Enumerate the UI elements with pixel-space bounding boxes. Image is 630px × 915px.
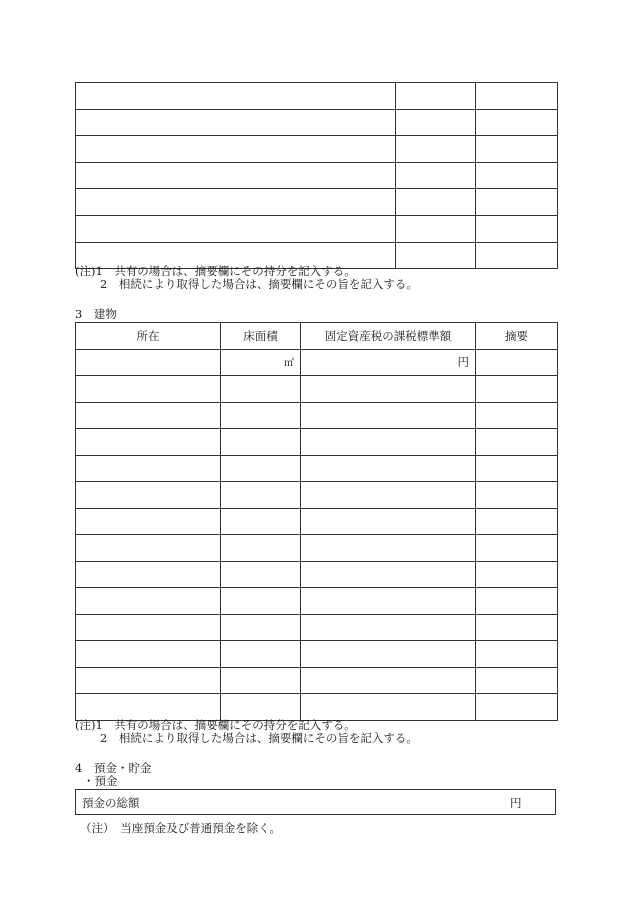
cell-tax-base[interactable] xyxy=(301,561,476,588)
cell-remarks[interactable] xyxy=(476,561,558,588)
header-remarks: 摘要 xyxy=(476,323,558,350)
cell-location[interactable] xyxy=(76,667,221,694)
cell-location[interactable] xyxy=(76,588,221,615)
table-row xyxy=(76,162,558,189)
cell-tax-base[interactable] xyxy=(301,376,476,403)
cell-floor-area[interactable] xyxy=(221,402,301,429)
cell-floor-area[interactable] xyxy=(221,349,301,376)
cell-description[interactable] xyxy=(76,189,396,216)
cell-floor-area[interactable] xyxy=(221,588,301,615)
table-row xyxy=(76,482,558,509)
table-row xyxy=(76,508,558,535)
cell-remarks[interactable] xyxy=(476,667,558,694)
cell-tax-base[interactable] xyxy=(301,455,476,482)
cell-description[interactable] xyxy=(76,109,396,136)
cell-remarks[interactable] xyxy=(476,508,558,535)
cell-remarks[interactable] xyxy=(476,109,558,136)
cell-remarks[interactable] xyxy=(476,641,558,668)
cell-tax-base[interactable] xyxy=(301,694,476,721)
table-row xyxy=(76,109,558,136)
value-unit: 円 xyxy=(457,354,469,369)
buildings-table xyxy=(75,322,558,721)
note-2: 相続により取得した場合は、摘要欄にその旨を記入する。 xyxy=(118,277,418,291)
header-location: 所在 xyxy=(76,323,221,350)
note-label: (注)1 xyxy=(75,264,103,278)
table-row xyxy=(76,694,558,721)
cell-remarks[interactable] xyxy=(476,588,558,615)
cell-floor-area[interactable] xyxy=(221,376,301,403)
table-row xyxy=(76,83,558,110)
cell-location[interactable] xyxy=(76,641,221,668)
cell-area[interactable] xyxy=(396,83,476,110)
cell-floor-area[interactable] xyxy=(221,614,301,641)
table-row xyxy=(76,429,558,456)
cell-floor-area[interactable] xyxy=(221,508,301,535)
cell-area[interactable] xyxy=(396,162,476,189)
table-row xyxy=(76,641,558,668)
cell-location[interactable] xyxy=(76,535,221,562)
cell-remarks[interactable] xyxy=(476,136,558,163)
deposits-section-title: 4 預金・貯金 xyxy=(75,761,152,775)
note-2-number: 2 xyxy=(100,731,108,745)
cell-tax-base[interactable] xyxy=(301,588,476,615)
note-1: 共有の場合は、摘要欄にその持分を記入する。 xyxy=(114,264,356,278)
cell-location[interactable] xyxy=(76,614,221,641)
cell-floor-area[interactable] xyxy=(221,482,301,509)
cell-location[interactable] xyxy=(76,694,221,721)
cell-location[interactable] xyxy=(76,455,221,482)
cell-remarks[interactable] xyxy=(476,162,558,189)
cell-location[interactable] xyxy=(76,508,221,535)
building-notes xyxy=(75,719,418,745)
table-header-row xyxy=(76,323,558,350)
cell-area[interactable] xyxy=(396,215,476,242)
cell-tax-base[interactable] xyxy=(301,429,476,456)
table-row xyxy=(76,588,558,615)
cell-location[interactable] xyxy=(76,402,221,429)
cell-remarks[interactable] xyxy=(476,694,558,721)
table-row xyxy=(76,614,558,641)
cell-description[interactable] xyxy=(76,83,396,110)
cell-remarks[interactable] xyxy=(476,614,558,641)
land-notes xyxy=(75,265,418,291)
deposit-total-unit: 円 xyxy=(510,796,522,810)
cell-floor-area[interactable] xyxy=(221,667,301,694)
area-unit: ㎡ xyxy=(284,357,294,369)
cell-tax-base[interactable] xyxy=(301,667,476,694)
cell-remarks[interactable] xyxy=(476,455,558,482)
table-row xyxy=(76,535,558,562)
buildings-section-title: 3 建物 xyxy=(75,307,117,321)
cell-location[interactable] xyxy=(76,482,221,509)
cell-location[interactable] xyxy=(76,349,221,376)
table-row xyxy=(76,455,558,482)
cell-remarks[interactable] xyxy=(476,83,558,110)
cell-remarks[interactable] xyxy=(476,349,558,376)
table-row xyxy=(76,402,558,429)
cell-remarks[interactable] xyxy=(476,402,558,429)
cell-tax-base[interactable] xyxy=(301,482,476,509)
cell-tax-base[interactable] xyxy=(301,508,476,535)
cell-floor-area[interactable] xyxy=(221,641,301,668)
cell-remarks[interactable] xyxy=(476,242,558,269)
deposit-total-box[interactable] xyxy=(75,789,556,815)
cell-description[interactable] xyxy=(76,162,396,189)
note-2: 相続により取得した場合は、摘要欄にその旨を記入する。 xyxy=(118,731,418,745)
note-label: (注)1 xyxy=(75,718,103,732)
note-2-number: 2 xyxy=(100,277,108,291)
cell-remarks[interactable] xyxy=(476,189,558,216)
cell-description[interactable] xyxy=(76,136,396,163)
header-tax-base: 固定資産税の課税標準額 xyxy=(301,323,476,350)
deposit-total-label: 預金の総額 xyxy=(82,796,140,810)
cell-area[interactable] xyxy=(396,189,476,216)
cell-area[interactable] xyxy=(396,109,476,136)
cell-location[interactable] xyxy=(76,561,221,588)
cell-floor-area[interactable] xyxy=(221,455,301,482)
cell-floor-area[interactable] xyxy=(221,694,301,721)
cell-floor-area[interactable] xyxy=(221,561,301,588)
table-row xyxy=(76,667,558,694)
table-row xyxy=(76,349,558,376)
cell-floor-area[interactable] xyxy=(221,535,301,562)
cell-remarks[interactable] xyxy=(476,535,558,562)
cell-area[interactable] xyxy=(396,136,476,163)
cell-remarks[interactable] xyxy=(476,376,558,403)
note-1: 共有の場合は、摘要欄にその持分を記入する。 xyxy=(114,718,356,732)
cell-description[interactable] xyxy=(76,215,396,242)
deposits-note: （注） 当座預金及び普通預金を除く。 xyxy=(80,821,282,835)
cell-location[interactable] xyxy=(76,429,221,456)
cell-remarks[interactable] xyxy=(476,482,558,509)
cell-tax-base[interactable] xyxy=(301,349,476,376)
cell-tax-base[interactable] xyxy=(301,641,476,668)
table-row xyxy=(76,376,558,403)
cell-tax-base[interactable] xyxy=(301,402,476,429)
table-row xyxy=(76,215,558,242)
deposits-subtitle: ・預金 xyxy=(83,774,118,788)
cell-remarks[interactable] xyxy=(476,429,558,456)
cell-tax-base[interactable] xyxy=(301,614,476,641)
table-row xyxy=(76,189,558,216)
table-row xyxy=(76,561,558,588)
table-row xyxy=(76,136,558,163)
cell-location[interactable] xyxy=(76,376,221,403)
header-floor-area: 床面積 xyxy=(221,323,301,350)
cell-floor-area[interactable] xyxy=(221,429,301,456)
cell-tax-base[interactable] xyxy=(301,535,476,562)
land-table xyxy=(75,82,558,269)
cell-remarks[interactable] xyxy=(476,215,558,242)
